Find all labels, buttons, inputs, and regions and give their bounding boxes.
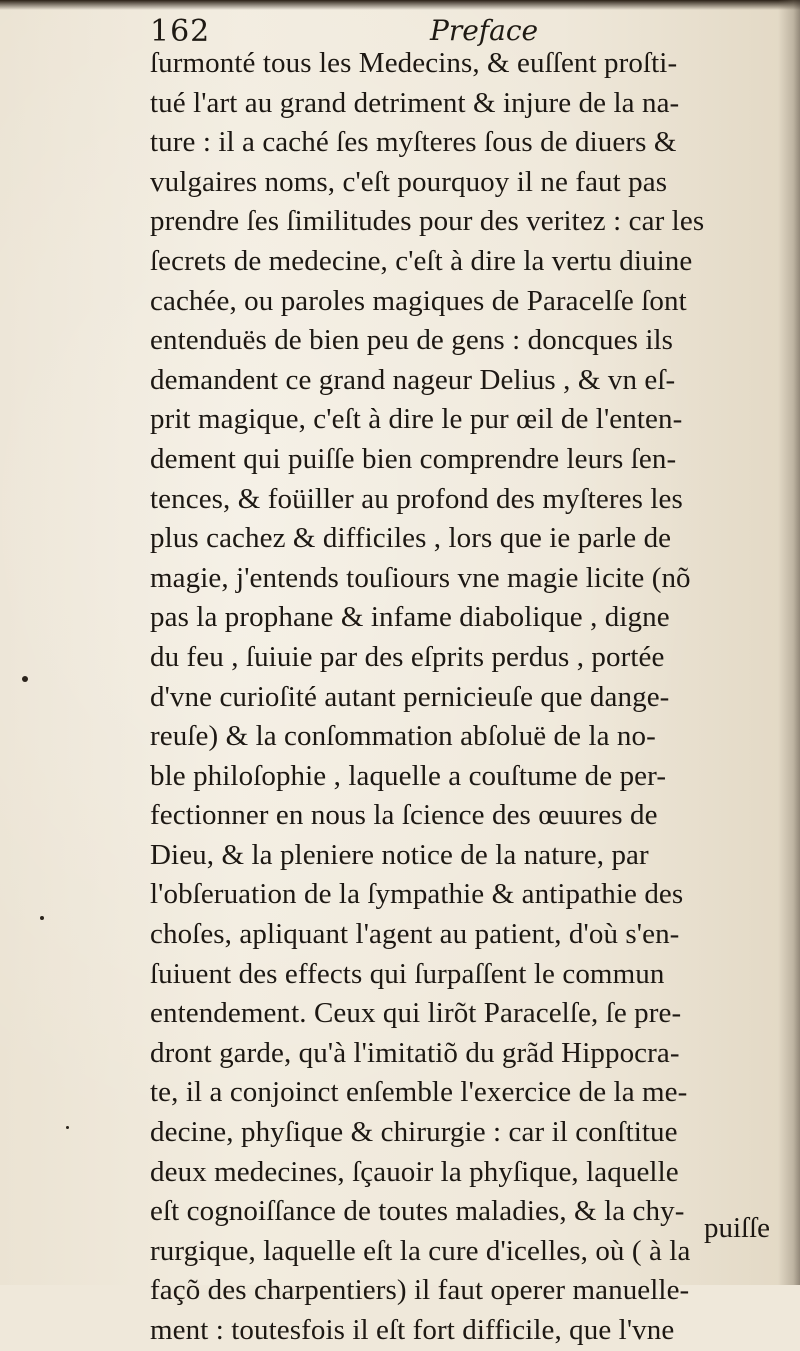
text-line: rurgique, laquelle eſt la cure d'icelles, où ( à la: [150, 1234, 691, 1267]
page-top-shadow: [0, 0, 800, 10]
running-title: Preface: [430, 14, 539, 47]
ink-speck: [66, 1126, 69, 1129]
text-line: tué l'art au grand detriment & injure de la na-: [150, 86, 680, 119]
text-line: decine, phyſique & chirurgie : car il conſtitue: [150, 1116, 678, 1149]
text-line: te, il a conjoinct enſemble l'exercice de la me-: [150, 1076, 688, 1109]
text-line: vulgaires noms, c'eſt pourquoy il ne faut pas: [150, 165, 668, 198]
text-line: eſt cognoiſſance de toutes maladies, & la chy-: [150, 1195, 685, 1228]
text-line: entendement. Ceux qui lirõt Paracelſe, ſe pre-: [150, 997, 682, 1030]
ink-speck: [22, 676, 28, 682]
text-line: cachée, ou paroles magiques de Paracelſe ſont: [150, 284, 687, 317]
catchword: puiſſe: [704, 1212, 771, 1244]
text-line: fectionner en nous la ſcience des œuures de: [150, 799, 658, 832]
text-line: ſurmonté tous les Medecins, & euſſent proſti-: [150, 47, 678, 79]
text-line: ble philoſophie , laquelle a couſtume de per-: [150, 759, 667, 792]
text-line: du feu , ſuiuie par des eſprits perdus , portée: [150, 640, 665, 673]
body-text: [150, 44, 790, 1351]
text-line: pas la prophane & infame diabolique , digne: [150, 601, 670, 634]
text-line: magie, j'entends touſiours vne magie licite (nõ: [150, 561, 691, 594]
text-line: reuſe) & la conſommation abſoluë de la no-: [150, 720, 656, 753]
text-line: ment : toutesfois il eſt fort difficile, que l'vne: [150, 1314, 675, 1346]
text-line: entenduës de bien peu de gens : doncques ils: [150, 324, 674, 357]
text-line: d'vne curioſité autant pernicieuſe que dange-: [150, 680, 670, 713]
text-line: tences, & foüiller au profond des myſteres les: [150, 482, 683, 515]
text-line: façõ des charpentiers) il faut operer manuelle-: [150, 1274, 690, 1307]
text-line: ſecrets de medecine, c'eſt à dire la vertu diuine: [150, 244, 693, 277]
text-line: prit magique, c'eſt à dire le pur œil de l'enten-: [150, 403, 683, 436]
text-line: demandent ce grand nageur Delius , & vn eſ-: [150, 363, 676, 396]
ink-speck: [40, 916, 44, 920]
page-number: 162: [150, 14, 211, 49]
text-line: deux medecines, ſçauoir la phyſique, laquelle: [150, 1155, 679, 1188]
text-line: dront garde, qu'à l'imitatiõ du grãd Hippocra-: [150, 1036, 680, 1069]
text-line: Dieu, & la pleniere notice de la nature, par: [150, 838, 649, 871]
text-line: dement qui puiſſe bien comprendre leurs ſen-: [150, 442, 677, 475]
text-line: choſes, apliquant l'agent au patient, d'où s'en-: [150, 918, 680, 951]
text-line: plus cachez & difficiles , lors que ie parle de: [150, 522, 672, 555]
text-line: ture : il a caché ſes myſteres ſous de diuers &: [150, 126, 677, 159]
text-line: l'obſeruation de la ſympathie & antipathie des: [150, 878, 684, 911]
text-line: ſuiuent des effects qui ſurpaſſent le commun: [150, 957, 665, 990]
text-line: prendre ſes ſimilitudes pour des veritez : car les: [150, 205, 705, 238]
